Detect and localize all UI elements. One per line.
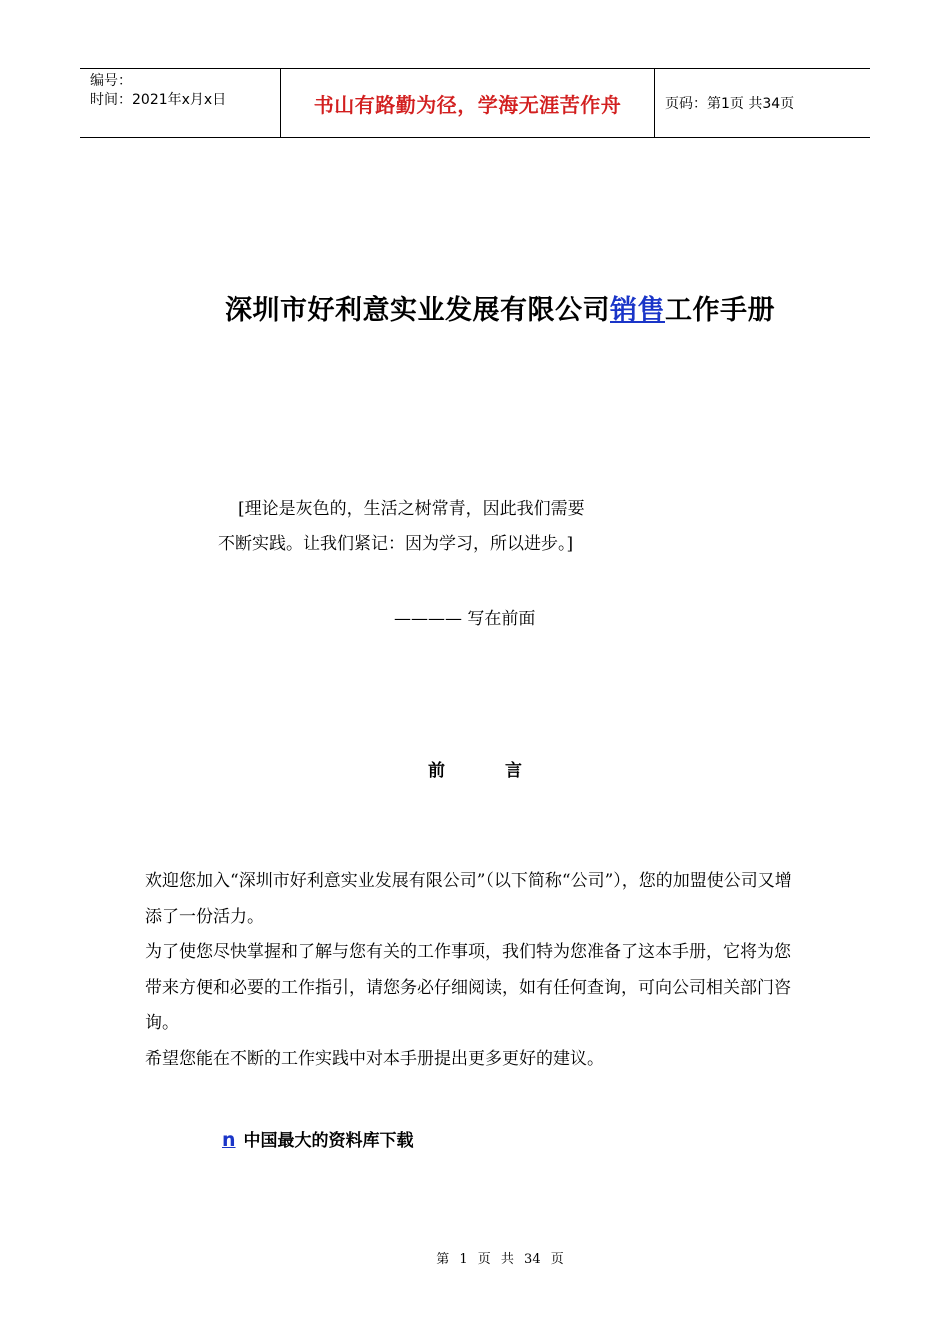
page-footer: 第 1 页 共 34 页 xyxy=(436,1252,564,1267)
document-header xyxy=(80,68,870,138)
foreword-body xyxy=(145,864,805,1077)
paragraph: 为了使您尽快掌握和了解与您有关的工作事项，我们特为您准备了这本手册，它将为您带来方便和必要的工作指引，请您务必仔细阅读，如有任何查询，可向公司相关部门咨询。 xyxy=(145,942,791,1033)
quote-line-1: [理论是灰色的，生活之树常青，因此我们需要 xyxy=(238,499,585,519)
title-part1: 深圳市好利意实业发展有限公司 xyxy=(225,295,610,326)
quote-line-2: 不断实践。让我们紧记：因为学习，所以进步。] xyxy=(218,534,574,554)
foreword-heading xyxy=(428,756,522,781)
download-link-row[interactable] xyxy=(222,1126,414,1151)
bullet-link[interactable]: n xyxy=(222,1129,236,1151)
document-title xyxy=(0,288,950,327)
epigraph-signature: ———— 写在前面 xyxy=(394,609,536,629)
epigraph-quote xyxy=(218,492,648,562)
header-meta-cell xyxy=(80,69,281,137)
header-page-label: 页码：第1页 共34页 xyxy=(665,96,795,112)
paragraph: 欢迎您加入“深圳市好利意实业发展有限公司”（以下简称“公司”），您的加盟使公司又增添了一份活力。 xyxy=(145,871,792,927)
header-motto: 书山有路勤为径，学海无涯苦作舟 xyxy=(281,69,655,137)
foreword-char-2: 言 xyxy=(505,761,522,781)
date-label: 时间：2021年x月x日 xyxy=(90,92,227,108)
number-label: 编号： xyxy=(90,73,132,89)
foreword-char-1: 前 xyxy=(428,761,445,781)
title-part2: 工作手册 xyxy=(665,295,775,326)
download-text: 中国最大的资料库下载 xyxy=(243,1131,414,1151)
title-link-sales[interactable]: 销售 xyxy=(610,295,665,326)
paragraph: 希望您能在不断的工作实践中对本手册提出更多更好的建议。 xyxy=(145,1048,604,1069)
